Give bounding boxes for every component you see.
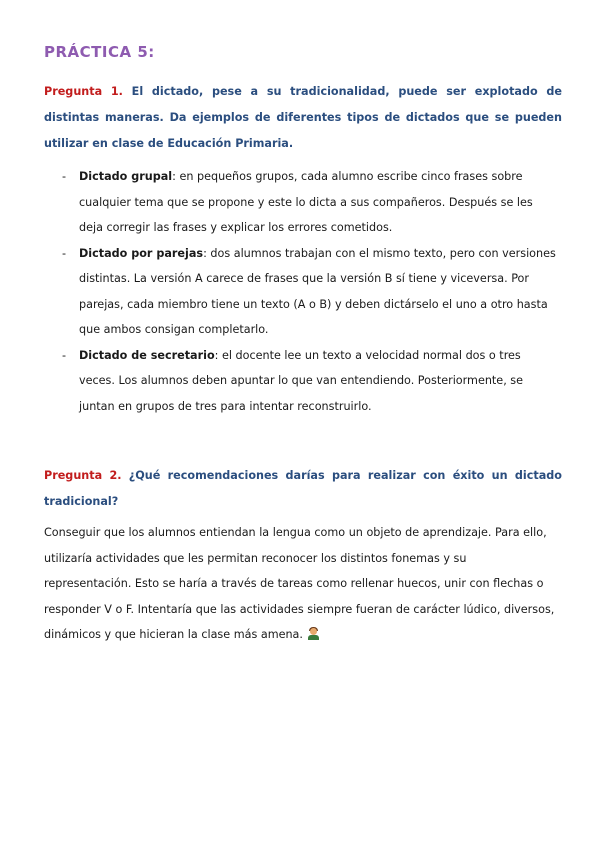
question-1-label: Pregunta 1. bbox=[44, 85, 123, 98]
page-title: PRÁCTICA 5: bbox=[44, 43, 155, 61]
teacher-emoji-icon bbox=[307, 627, 320, 640]
list-item-text: : en pequeños grupos, cada alumno escribe cinco frases sobre cualquier tema que se propone y este lo dicta a sus compañeros. Después se les deja corregir las frases y explicar los errores cometidos. bbox=[79, 170, 533, 234]
list-item-text: : dos alumnos trabajan con el mismo texto, pero con versiones distintas. La versión A carece de frases que la versión B sí tiene y viceversa. Por parejas, cada miembro tiene un texto (A o B) y deben dictárselo el uno a otro hasta que ambos consigan completarlo. bbox=[79, 246, 556, 336]
question-1-text: El dictado, pese a su tradicionalidad, puede ser explotado de distintas maneras. Da ejemplos de diferentes tipos de dictados que se pueden utilizar en clase de Educación Primaria. bbox=[44, 85, 562, 150]
list-item bbox=[62, 164, 556, 241]
list-item-term: Dictado por parejas bbox=[79, 246, 204, 260]
question-2-text: ¿Qué recomendaciones darías para realizar con éxito un dictado tradicional? bbox=[44, 469, 562, 508]
list-item bbox=[62, 241, 556, 343]
list-item bbox=[62, 343, 556, 420]
question-2-label: Pregunta 2. bbox=[44, 469, 122, 482]
answer-1-list bbox=[62, 164, 556, 419]
list-item-text: : el docente lee un texto a velocidad normal dos o tres veces. Los alumnos deben apuntar lo que van entendiendo. Posteriormente, se juntan en grupos de tres para intentar reconstruirlo. bbox=[79, 348, 524, 413]
list-item-term: Dictado de secretario bbox=[79, 348, 215, 362]
list-dash: - bbox=[62, 348, 67, 362]
list-dash: - bbox=[62, 170, 67, 183]
answer-2-paragraph bbox=[44, 520, 556, 648]
question-2 bbox=[44, 463, 562, 515]
answer-2-text: Conseguir que los alumnos entiendan la lengua como un objeto de aprendizaje. Para ello, utilizaría actividades que les permitan reconocer los distintos fonemas y su representación. Esto se haría a través de tareas como rellenar huecos, unir con flechas o responder V o F. Intentaría que las actividades siempre fueran de carácter lúdico, diversos, dinámicos y que hicieran la clase más amena. bbox=[44, 526, 555, 641]
list-item-term: Dictado grupal bbox=[79, 170, 173, 183]
question-1 bbox=[44, 79, 562, 157]
list-dash: - bbox=[62, 246, 67, 260]
